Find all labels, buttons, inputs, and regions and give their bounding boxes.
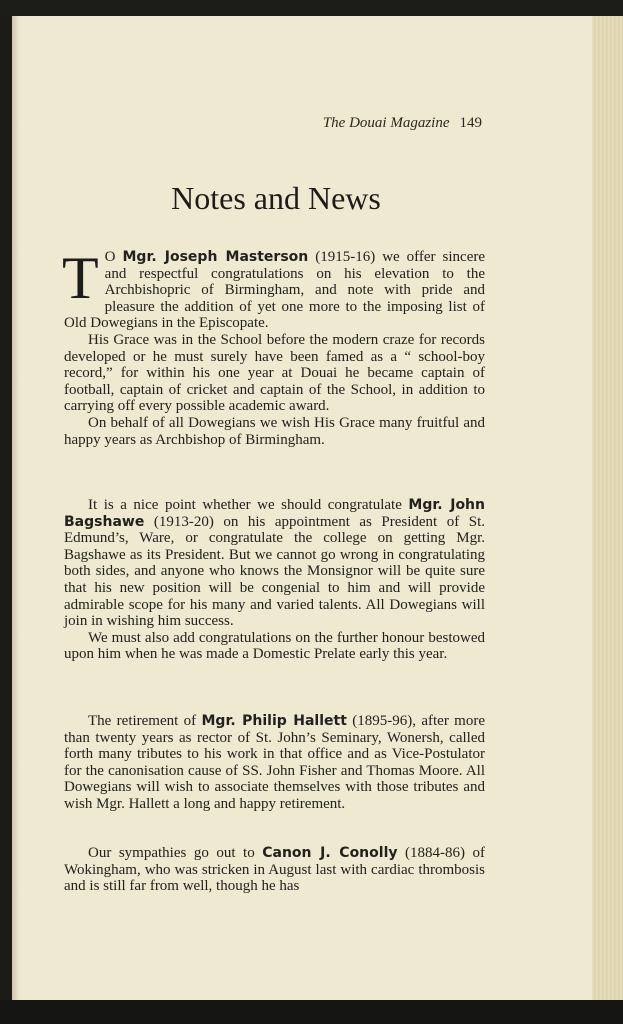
paragraph-text: (1915-16) we offer sincere and respectful congratulations on his elevation to the Archbishopric of Birmingham, and note with pride and pleasure the addition of yet one more to the imposing list of Old Dowegians in the Episcopate. bbox=[64, 249, 485, 332]
paragraph bbox=[64, 845, 485, 895]
person-name: Mgr. John Bagshawe bbox=[64, 497, 485, 530]
page-number: 149 bbox=[459, 115, 482, 131]
paragraph-text: It is a nice point whether we should congratulate bbox=[88, 497, 409, 513]
paragraph: We must also add congratulations on the further honour bestowed upon him when he was made a Domestic Prelate early this year. bbox=[64, 629, 485, 663]
paragraph-text: (1895-96), after more than twenty years as rector of St. John’s Seminary, Wonersh, called forth many tributes to his work in that office and as Vice-Postulator for the canonisation cause of SS. John Fisher and Thomas Moore. All Dowegians will wish to associate themselves with those tributes and wish Mgr. Hallett a long and happy retirement. bbox=[64, 713, 485, 812]
scan-top-border bbox=[0, 0, 623, 16]
paragraph-text: The retirement of bbox=[88, 713, 202, 729]
page-gutter-shadow bbox=[12, 16, 20, 1000]
paragraph: His Grace was in the School before the modern craze for records developed or he must surely have been famed as a “ school-boy record,” for within his one year at Douai he became captain of football, captain of cricket and captain of the School, in addition to carrying off every possible academic award. bbox=[64, 331, 485, 415]
paragraph-text: O bbox=[104, 249, 123, 265]
section-bagshawe bbox=[64, 497, 485, 663]
magazine-title: The Douai Magazine bbox=[322, 115, 450, 131]
drop-cap: T bbox=[62, 245, 99, 311]
person-name: Mgr. Philip Hallett bbox=[201, 713, 347, 729]
person-name: Canon J. Conolly bbox=[262, 845, 398, 861]
paragraph-text: (1884-86) of Wokingham, who was stricken in August last with cardiac thrombosis and is still far from well, though he has bbox=[64, 845, 486, 895]
section-conolly bbox=[64, 845, 485, 895]
paragraph bbox=[64, 497, 485, 630]
paragraph: On behalf of all Dowegians we wish His Grace many fruitful and happy years as Archbishop of Birmingham. bbox=[64, 414, 485, 448]
paragraph-text: (1913-20) on his appointment as President of St. Edmund’s, Ware, or congratulate the college on getting Mgr. Bagshawe as its President. But we cannot go wrong in congratulating both sides, and anyone who knows the Monsignor will be quite sure that his new position will be congenial to him and will provide admirable scope for his many and varied talents. All Dowegians will join in wishing him success. bbox=[64, 513, 485, 630]
section-masterson bbox=[62, 245, 485, 448]
page-edges bbox=[592, 16, 623, 1000]
paragraph bbox=[64, 713, 485, 813]
person-name: Mgr. Joseph Masterson bbox=[122, 249, 309, 265]
paragraph bbox=[62, 245, 485, 332]
scan-bottom-border bbox=[0, 1000, 623, 1024]
page-title: Notes and News bbox=[171, 180, 381, 216]
section-hallett bbox=[64, 713, 485, 813]
running-header bbox=[250, 115, 482, 132]
paragraph-text: Our sympathies go out to bbox=[88, 845, 263, 861]
